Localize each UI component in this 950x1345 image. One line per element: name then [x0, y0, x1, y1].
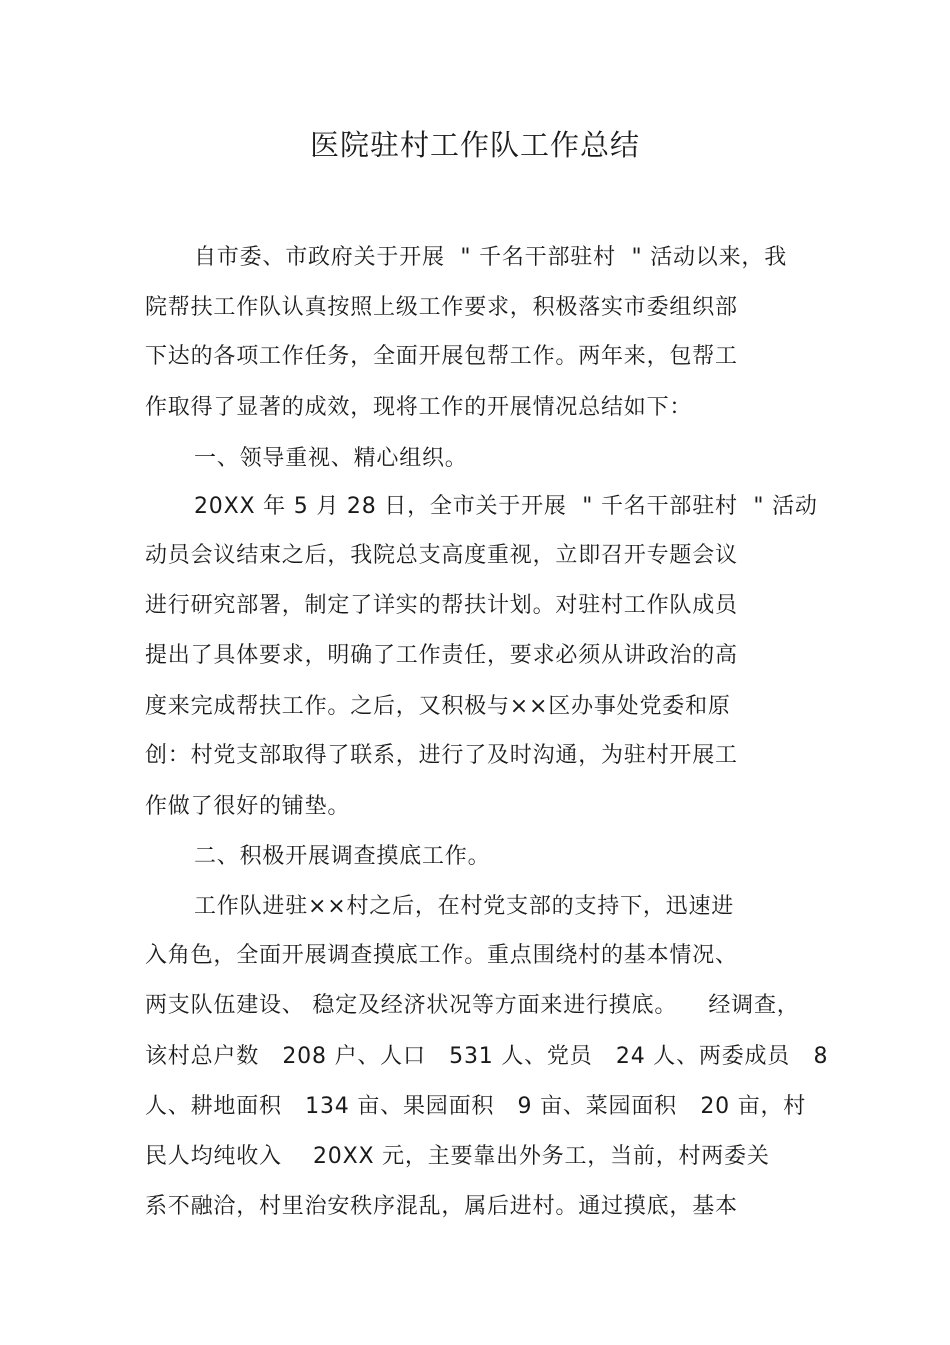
paragraph-line: 人、耕地面积 134 亩、果园面积 9 亩、菜园面积 20 亩，村	[145, 1094, 807, 1119]
paragraph-line: 民人均纯收入 20XX 元，主要靠出外务工，当前，村两委关	[145, 1144, 770, 1169]
paragraph-line: 院帮扶工作队认真按照上级工作要求，积极落实市委组织部	[145, 295, 738, 320]
paragraph-line: 20XX 年 5 月 28 日，全市关于开展 " 千名干部驻村 " 活动	[194, 494, 818, 519]
paragraph-line: 工作队进驻××村之后，在村党支部的支持下，迅速进	[194, 894, 735, 919]
paragraph-line: 系不融洽，村里治安秩序混乱，属后进村。通过摸底，基本	[145, 1194, 738, 1219]
paragraph-line: 两支队伍建设、 稳定及经济状况等方面来进行摸底。 经调查，	[145, 993, 800, 1018]
paragraph-line: 进行研究部署，制定了详实的帮扶计划。对驻村工作队成员	[145, 593, 738, 618]
page-title: 医院驻村工作队工作总结	[309, 128, 640, 162]
paragraph-line: 自市委、市政府关于开展 " 千名干部驻村 " 活动以来，我	[194, 245, 787, 270]
paragraph-line: 作做了很好的铺垫。	[145, 794, 351, 819]
paragraph-line: 作取得了显著的成效，现将工作的开展情况总结如下：	[145, 395, 693, 420]
section-heading: 二、积极开展调查摸底工作。	[194, 844, 491, 869]
paragraph-line: 度来完成帮扶工作。之后，又积极与××区办事处党委和原	[145, 694, 731, 719]
paragraph-line: 提出了具体要求，明确了工作责任，要求必须从讲政治的高	[145, 643, 738, 668]
paragraph-line: 该村总户数 208 户、人口 531 人、党员 24 人、两委成员 8	[145, 1044, 829, 1069]
paragraph-line: 入角色，全面开展调查摸底工作。重点围绕村的基本情况、	[145, 943, 738, 968]
section-heading: 一、领导重视、精心组织。	[194, 446, 468, 471]
paragraph-line: 下达的各项工作任务，全面开展包帮工作。两年来，包帮工	[145, 344, 738, 369]
paragraph-line: 创：村党支部取得了联系，进行了及时沟通，为驻村开展工	[145, 743, 738, 768]
paragraph-line: 动员会议结束之后，我院总支高度重视，立即召开专题会议	[145, 543, 738, 568]
